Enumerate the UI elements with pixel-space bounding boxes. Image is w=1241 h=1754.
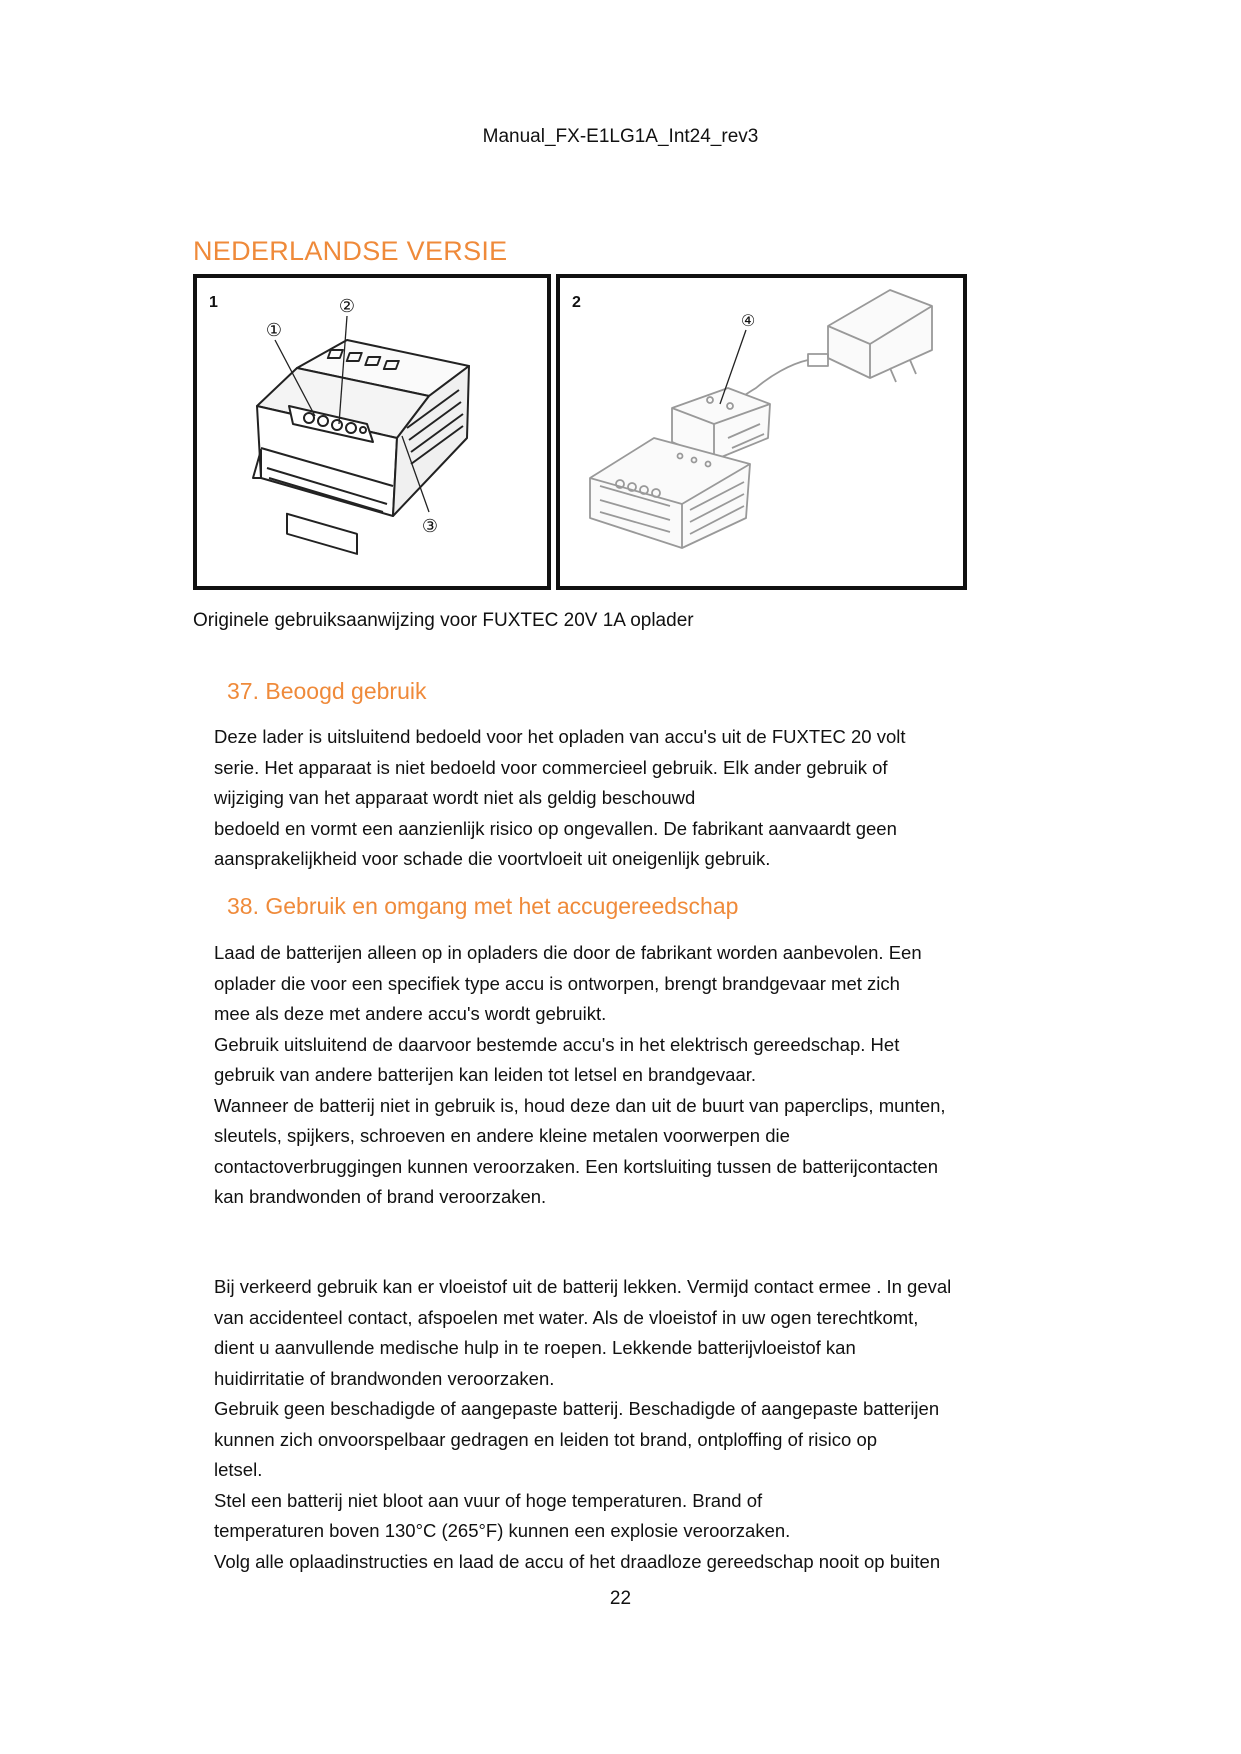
section-body-tool-use-continued <box>214 1272 1054 1577</box>
figure-1-battery <box>193 274 551 590</box>
text-line: Deze lader is uitsluitend bedoeld voor het opladen van accu's uit de FUXTEC 20 volt <box>214 726 906 747</box>
section-body-intended-use <box>214 722 1054 875</box>
text-line: Wanneer de batterij niet in gebruik is, houd deze dan uit de buurt van paperclips, munten, <box>214 1094 946 1116</box>
text-line: Volg alle oplaadinstructies en laad de accu of het draadloze gereedschap nooit op buiten <box>214 1550 941 1572</box>
text-line: serie. Het apparaat is niet bedoeld voor commercieel gebruik. Elk ander gebruik of <box>214 756 888 778</box>
text-line: Bij verkeerd gebruik kan er vloeistof uit de batterij lekken. Vermijd contact ermee . In geval <box>214 1276 952 1297</box>
text-line: oplader die voor een specifiek type accu is ontworpen, brengt brandgevaar met zich <box>214 972 900 994</box>
text-line: bedoeld en vormt een aanzienlijk risico op ongevallen. De fabrikant aanvaardt geen <box>214 817 897 839</box>
figure-2-charger <box>556 274 967 590</box>
callout-3: ③ <box>421 516 439 537</box>
text-line: sleutels, spijkers, schroeven en andere kleine metalen voorwerpen die <box>214 1125 790 1146</box>
figure-1-number: 1 <box>209 294 218 311</box>
text-line: kunnen zich onvoorspelbaar gedragen en leiden tot brand, ontploffing of risico op <box>214 1428 878 1450</box>
text-line: Stel een batterij niet bloot aan vuur of hoge temperaturen. Brand of <box>214 1489 763 1511</box>
text-line: letsel. <box>214 1459 263 1480</box>
callout-4: ④ <box>740 311 756 330</box>
text-line: Laad de batterijen alleen op in opladers die door de fabrikant worden aanbevolen. Een <box>214 942 922 963</box>
text-line: huidirritatie of brandwonden veroorzaken. <box>214 1367 555 1389</box>
figure-caption: Originele gebruiksaanwijzing voor FUXTEC 20V 1A oplader <box>193 610 694 631</box>
battery-illustration <box>197 278 547 586</box>
section-body-tool-use <box>214 938 1054 1213</box>
text-line: mee als deze met andere accu's wordt gebruikt. <box>214 1003 607 1024</box>
text-line: Gebruik geen beschadigde of aangepaste batterij. Beschadigde of aangepaste batterijen <box>214 1398 940 1419</box>
language-title: NEDERLANDSE VERSIE <box>193 236 508 266</box>
text-line: contactoverbruggingen kunnen veroorzaken. Een kortsluiting tussen de batterijcontacten <box>214 1155 939 1177</box>
text-line: Gebruik uitsluitend de daarvoor bestemde accu's in het elektrisch gereedschap. Het <box>214 1033 900 1055</box>
document-header: Manual_FX-E1LG1A_Int24_rev3 <box>482 126 759 147</box>
text-line: van accidenteel contact, afspoelen met water. Als de vloeistof in uw ogen terechtkomt, <box>214 1306 919 1328</box>
page-number: 22 <box>609 1588 632 1609</box>
section-title-tool-use: 38. Gebruik en omgang met het accugereedschap <box>227 893 739 919</box>
text-line: aansprakelijkheid voor schade die voortvloeit uit oneigenlijk gebruik. <box>214 848 771 869</box>
section-title-intended-use: 37. Beoogd gebruik <box>227 678 427 704</box>
text-line: temperaturen boven 130°C (265°F) kunnen een explosie veroorzaken. <box>214 1520 791 1541</box>
figure-2-number: 2 <box>572 294 581 311</box>
text-line: wijziging van het apparaat wordt niet als geldig beschouwd <box>214 787 696 808</box>
text-line: kan brandwonden of brand veroorzaken. <box>214 1186 547 1207</box>
callout-1: ① <box>265 320 283 341</box>
callout-2: ② <box>338 296 356 317</box>
text-line: gebruik van andere batterijen kan leiden tot letsel en brandgevaar. <box>214 1064 757 1085</box>
text-line: dient u aanvullende medische hulp in te roepen. Lekkende batterijvloeistof kan <box>214 1337 856 1358</box>
charger-illustration <box>560 278 963 586</box>
